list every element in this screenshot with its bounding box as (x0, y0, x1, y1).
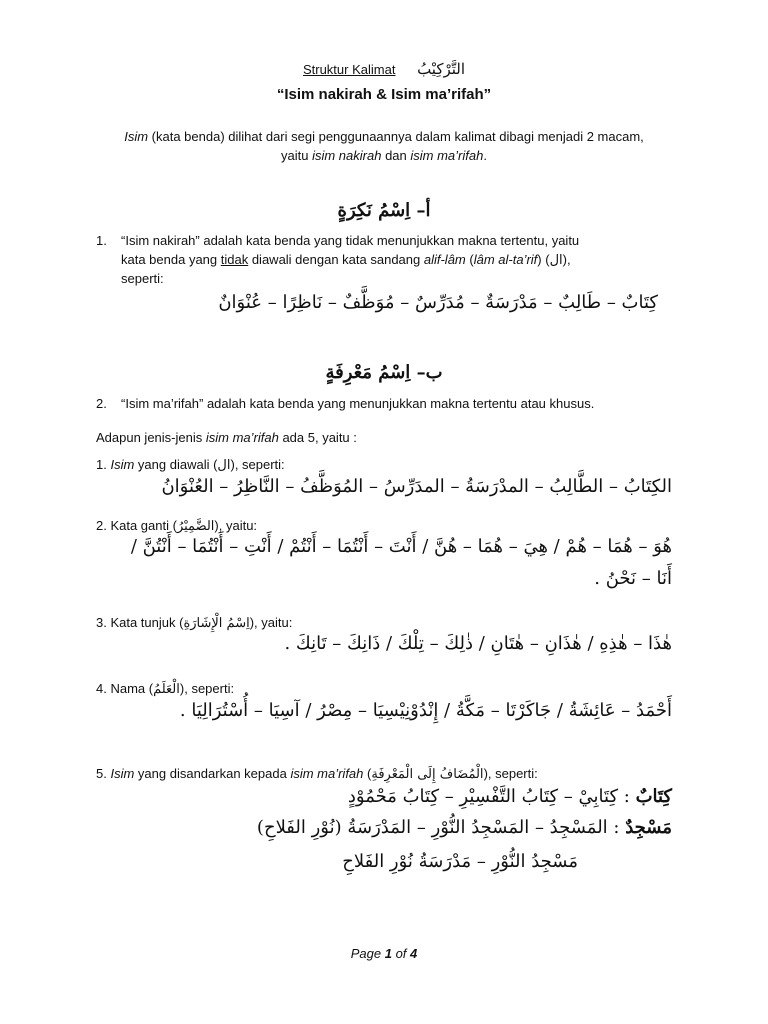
intro-line-2: yaitu isim nakirah dan isim ma’rifah. (281, 148, 487, 163)
title-latin: Struktur Kalimat (302, 62, 396, 77)
type-1-label: 1. Isim yang diawali (ال), seperti: (96, 457, 285, 472)
type-5-label: 5. Isim yang disandarkan kepada isim ma’rifah (الْمُضَافُ إِلَى الْمَعْرِفَةِ), seperti: (96, 766, 538, 782)
subtitle: “Isim nakirah & Isim ma’rifah” (276, 86, 492, 103)
type-4-label: 4. Nama (الْعَلَمُ), seperti: (96, 681, 235, 697)
section-a-example: كِتَابٌ – طَالِبٌ – مَدْرَسَةٌ – مُدَرِّسٌ – مُوَظَّفٌ – نَاظِرًا – عُنْوَانٌ (218, 292, 658, 313)
idafah-row-2: مَسْجِدٌ : المَسْجِدُ – المَسْجِدُ النُّوْرِ – المَدْرَسَةُ (نُوْرِ الفَلاحِ) (256, 817, 672, 838)
page-title (0, 60, 768, 78)
type-1-examples: الكِتَابُ – الطَّالِبُ – المدْرَسَةُ – المدَرِّسُ – المُوَظَّفُ – النَّاظِرُ – العُنْوَانُ (161, 476, 672, 497)
idafah-row-1: كِتَابٌ : كِتَابِيْ – كِتَابُ التَّفْسِيْرِ – كِتَابُ مَحْمُوْدٍ (347, 786, 672, 807)
type-4-examples: أَحْمَدُ – عَائِشَةُ / جَاكَرْتَا – مَكَّةُ / إِنْدُوْنِيْسِيَا – مِصْرُ / آسِيَا – أُسْتُرَالِيَا . (179, 700, 672, 721)
type-2-examples-line-2: أَنَا – نَحْنُ . (594, 568, 672, 589)
intro-paragraph (0, 127, 768, 165)
type-3-examples: هٰذَا – هٰذِهِ / هٰذَانِ – هٰتَانِ / ذٰلِكَ – تِلْكَ / ذَانِكَ – تَانِكَ . (284, 633, 672, 654)
page-number: Page 1 of 4 (350, 946, 418, 961)
type-2-label: 2. Kata ganti (الضَّمِيْرُ), yaitu: (96, 518, 258, 534)
types-intro: Adapun jenis-jenis isim ma’rifah ada 5, yaitu : (96, 430, 357, 445)
idafah-row-3: مَسْجِدُ النُّوْرِ – مَدْرَسَةُ نُوْرِ الفَلاحِ (342, 851, 578, 872)
section-a-definition: “Isim nakirah” adalah kata benda yang tidak menunjukkan makna tertentu, yaitu kata benda yang tidak diawali dengan kata sandang alif-lâm (lâm al-ta’rif) (ال), seperti: (121, 233, 580, 286)
section-b-number: 2. (96, 396, 107, 411)
intro-line-1: Isim (kata benda) dilihat dari segi penggunaannya dalam kalimat dibagi menjadi 2 macam, (124, 129, 644, 144)
section-b-heading: ب– اِسْمُ مَعْرِفَةٍ (325, 362, 443, 383)
type-3-label: 3. Kata tunjuk (اِسْمُ الْإِشَارَةِ), yaitu: (96, 615, 293, 631)
section-a-number: 1. (96, 233, 107, 248)
section-b-definition: “Isim ma’rifah” adalah kata benda yang menunjukkan makna tertentu atau khusus. (121, 396, 595, 411)
section-a-heading: أ– اِسْمُ نَكِرَةٍ (337, 200, 431, 221)
title-arabic: التَّرْكِيْبُ (417, 60, 466, 78)
type-2-examples-line-1: هُوَ – هُمَا – هُمْ / هِيَ – هُمَا – هُنَّ / أَنْتَ – أَنْتُمَا – أَنْتُمْ / أَنْتِ – أَنْتُمَا – أَنْتُنَّ / (130, 536, 672, 557)
